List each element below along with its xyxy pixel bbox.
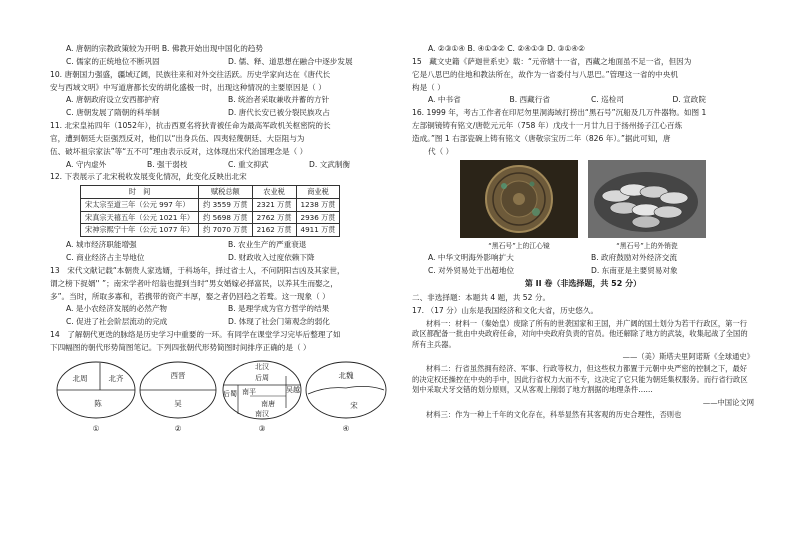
dynasty-maps-svg: [56, 356, 391, 436]
q9-options-cd: [66, 57, 390, 67]
q12-options-ab: [66, 240, 390, 250]
bronze-mirror-photo: [460, 160, 578, 251]
q15-option-c: C. 巡检司: [591, 95, 624, 105]
q15-option-a: A. 中书省: [428, 95, 461, 105]
material-2: 材料二：行省虽然拥有经济、军事、行政等权力，但这些权力都置于元朝中央严密的控制之下，最好的决定权还操控在中央的手中，因此行省权力大而不专，这决定了它只能为朝廷集权服务。而行省行政区划中采取犬牙交错的划分原则，又从客观上削弱了地方割据的地理条件……: [412, 364, 748, 395]
table-cell: 2936 万贯: [296, 211, 340, 224]
map-1-region: 北齐: [108, 373, 124, 383]
q13-option-d: D. 体现了社会门第观念的弱化: [228, 317, 330, 327]
table-cell: 宋太宗至道三年（公元 997 年）: [81, 199, 199, 212]
dynasty-maps: [56, 356, 390, 436]
material-1: 材料一：材料一（秦始皇）废除了所有的世袭国家和王国，并广阔的国土划分为若干行政区，第一行政区都配备一批由中央政府任命，对向中央政府负责的官员。他还解除了地方的武装，收集起战了全国的所有主兵器。: [412, 318, 748, 349]
table-header-cell: 时 间: [81, 186, 199, 199]
q10-options-ab: [66, 95, 390, 105]
tax-table: [80, 185, 340, 237]
q13-stem-2: 谓之榜下捉婿'' ”；南宋学者叶绍翁也提到当时“男女婚嫁必择富民，以养其生而娶之，: [50, 278, 338, 288]
porcelain-photo: [588, 160, 706, 251]
map-2-region: 西晋: [170, 370, 186, 380]
q12-option-d: D. 财政收入过度依赖下降: [228, 253, 315, 262]
table-cell: 约 7070 万贯: [199, 224, 252, 237]
map-4-divider: [308, 386, 384, 394]
q16-stem-3: 造成。”图 1 右部瓷碗上铸有铭文（唐敬宗宝历二年（826 年）。”据此可知，唐: [412, 133, 671, 143]
q16-option-a: A. 中华文明海外影响扩大: [428, 253, 514, 263]
q15-stem-3: 构是（ ）: [412, 82, 445, 92]
q13-stem-1: 13 宋代文献记载“本朝贵人家选婿，于科场年，择过省士人，不问阴阳吉凶及其家世，: [50, 265, 345, 275]
q10-option-d: D. 唐代长安已被分裂民族攻占: [228, 108, 330, 118]
left-column: [50, 44, 390, 438]
table-cell: 2162 万贯: [252, 224, 296, 237]
q10-option-a: A. 唐朝政府设立安西都护府: [66, 95, 160, 105]
right-column: [412, 44, 754, 422]
table-header-cell: 商业税: [296, 186, 340, 199]
table-cell: 宋神宗熙宁十年（公元 1077 年）: [81, 224, 199, 237]
map-1: [57, 362, 135, 433]
part-2-instructions: 二、非选择题：本题共 4 题，共 52 分。: [412, 292, 551, 302]
q13-stem-3: 多”。当时，所取多寡和，若携带的资产丰厚，娶之者仍回趋之若鹜。这一现象（ ）: [50, 291, 330, 301]
q9-option-d: D. 儒、释、道思想在融合中逐步发展: [228, 56, 353, 66]
porcelain-caption: “黑石号”上的外销瓷: [616, 241, 678, 250]
q16-stem-2: 左部铜镜铸有铭文/唐乾元元年（758 年）戊戌十一月廿九日于扬州扬子江心百炼: [412, 121, 683, 131]
q9-option-c: C. 儒家的正统地位不断巩固: [66, 56, 160, 66]
material-1-source: ——（美）斯塔夫里阿诺斯《全球通史》: [622, 352, 754, 362]
q11-stem-1: 11. 北宋皇祐四年（1052年），抗击西夏名将狄青被任命为最高军政机关枢密院的长: [50, 121, 331, 131]
table-header-row: [81, 186, 340, 199]
q11-option-c: C. 重文抑武: [228, 159, 269, 169]
shipwreck-photos: [460, 160, 754, 251]
q10-option-c: C. 唐朝发展了隋朝的科举制: [66, 108, 160, 118]
q12-option-c: C. 商业经济占主导地位: [66, 253, 145, 262]
material-3: 材料三：作为一种上千年的文化存在，科举显然有其客观的历史合理性，否则也: [426, 409, 682, 419]
q9-options-ab: A. 唐朝的宗教政策较为开明 B. 佛教开始出现中国化的趋势: [66, 44, 263, 53]
table-cell: 2762 万贯: [252, 211, 296, 224]
map-4-number: ④: [342, 423, 350, 433]
map-2-region: 吴: [174, 398, 182, 408]
q16-stem-1: 16. 1999 年，考古工作者在印尼勿里洞海域打捞出“黑石号”沉船及几万件器物。如图 1: [412, 108, 707, 118]
map-3-region: 后蜀: [223, 389, 237, 398]
map-3-number: ③: [258, 423, 266, 433]
q14-stem-1: 14 了解朝代更迭的脉络是历史学习中重要的一环。有同学在课堂学习完毕后整理了如: [50, 330, 341, 340]
q13-options-cd: [66, 317, 390, 327]
map-3-region: 北汉: [255, 362, 269, 371]
q13-option-c: C. 促进了社会阶层流动的完成: [66, 317, 168, 327]
porcelain-image: [588, 160, 706, 238]
q15-stem-2: 它是八思巴的住地和教法所在，故作为一省委付与八思巴。”管理这一省的中央机: [412, 69, 678, 79]
q11-stem-2: 官，遭到朝廷大臣强烈反对，他们以“出身兵伍、四夷轻蔑朝廷、大臣阻与为: [50, 133, 305, 143]
q15-stem-1: 15 藏文史籍《萨迦世系史》载：“元帝辖十一省，西藏之地面虽不足一省，但因为: [412, 56, 692, 66]
q12-option-b: B. 农业生产的严重衰退: [228, 240, 307, 250]
q14-options: A. ②③①④ B. ④①③② C. ②④①③ D. ③①④②: [428, 44, 585, 53]
q11-stem-3: 伍、破坏祖宗家法”等“五不可”理由表示反对，这体现出宋代治国理念是（ ）: [50, 146, 308, 156]
map-4-region: 北魏: [338, 370, 354, 380]
q13-option-b: B. 是理学成为官方哲学的结果: [228, 304, 330, 314]
table-header-cell: 农业税: [252, 186, 296, 199]
map-3-region: 吴越: [286, 385, 300, 394]
bronze-mirror-caption: “黑石号”上的江心镜: [488, 241, 550, 250]
q16-option-b: B. 政府鼓励对外经济交流: [591, 253, 677, 263]
table-cell: 约 5698 万贯: [199, 211, 252, 224]
map-3-region: 后周: [255, 373, 269, 382]
map-3-region: 南平: [242, 387, 256, 396]
q15-option-b: B. 西藏行省: [509, 95, 550, 105]
map-1-number: ①: [92, 423, 100, 433]
q13-option-a: A. 是小农经济发展的必然产物: [66, 304, 168, 314]
map-1-region: 陈: [94, 398, 102, 408]
material-2-source: ——中国论文网: [702, 397, 754, 407]
map-3-region: 南汉: [255, 409, 269, 418]
table-cell: 1238 万贯: [296, 199, 340, 212]
q10-stem-1: 10. 唐朝国力强盛，疆域辽阔，民族往来和对外交往活跃。历史学家向达在《唐代长: [50, 69, 331, 79]
table-cell: 约 3559 万贯: [199, 199, 252, 212]
q16-options-ab: [428, 253, 754, 263]
table-row: [81, 224, 340, 237]
map-4: [306, 362, 386, 433]
q12-options-cd: [66, 253, 390, 263]
q15-options: [428, 95, 754, 105]
q12-option-a: A. 城市经济职能增强: [66, 240, 137, 250]
q11-option-a: A. 守内虚外: [66, 159, 107, 169]
table-row: [81, 199, 340, 212]
map-2: [140, 362, 216, 433]
map-3: [223, 361, 301, 433]
bronze-mirror-image: [460, 160, 578, 238]
q11-option-d: D. 文武制衡: [309, 159, 351, 169]
q11-option-b: B. 强干弱枝: [147, 159, 188, 169]
map-3-region: 南唐: [261, 399, 275, 408]
table-row: [81, 211, 340, 224]
q14-stem-2: 下四幅图的朝代形势简图笔记。下列四张朝代形势简图时间排序正确的是（ ）: [50, 342, 311, 352]
q12-stem: 12. 下表展示了北宋税收发展变化情况，此变化反映出北宋: [50, 172, 247, 182]
map-4-region: 宋: [350, 400, 358, 410]
table-cell: 2321 万贯: [252, 199, 296, 212]
q13-options-ab: [66, 304, 390, 314]
q16-options-cd: [428, 266, 754, 276]
table-header-cell: 赋税总额: [199, 186, 252, 199]
q17-stem: 17. （17 分）山东是我国经济和文化大省，历史悠久。: [412, 305, 599, 315]
section-2-title: 第 II 卷（非选择题，共 52 分）: [524, 279, 642, 289]
q10-stem-2: 安与西域文明》中写道唐都长安的胡化盛极一时，出现这种情况的主要原因是（ ）: [50, 82, 326, 92]
map-2-number: ②: [174, 423, 182, 433]
q16-option-d: D. 东南亚是主要贸易对象: [591, 265, 678, 275]
q16-stem-4: 代（ ）: [428, 146, 454, 156]
q10-options-cd: [66, 108, 390, 118]
q10-option-b: B. 统治者采取兼收并蓄的方针: [228, 95, 330, 105]
q15-option-d: D. 宣政院: [672, 95, 706, 105]
q11-options: [66, 160, 390, 170]
q16-option-c: C. 对外贸易处于出超地位: [428, 265, 515, 275]
map-1-region: 北周: [72, 373, 88, 383]
table-cell: 宋真宗天禧五年（公元 1021 年）: [81, 211, 199, 224]
table-cell: 4911 万贯: [296, 224, 340, 237]
